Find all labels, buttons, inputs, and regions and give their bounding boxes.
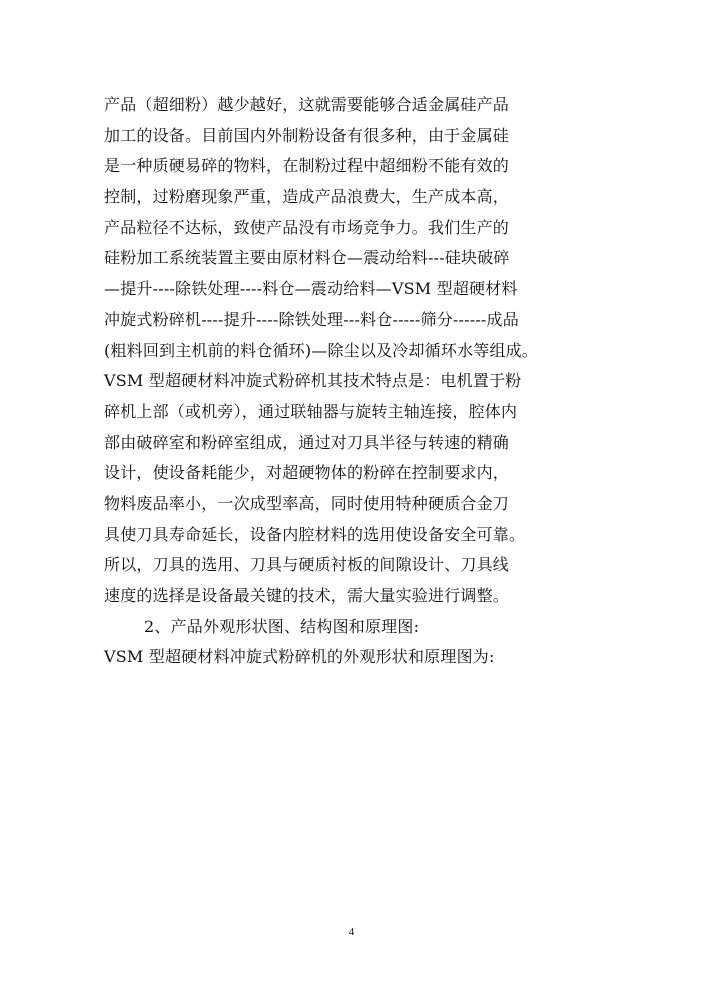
text-line: 物料废品率小，一次成型率高，同时使用特种硬质合金刀 [104,493,510,513]
section-heading: 2、产品外观形状图、结构图和原理图: [144,616,420,636]
text-line: 加工的设备。目前国内外制粉设备有很多种，由于金属硅 [104,125,510,145]
text-line: VSM 型超硬材料冲旋式粉碎机的外观形状和原理图为: [104,647,495,667]
text-line: 速度的选择是设备最关键的技术，需大量实验进行调整。 [104,586,510,605]
text-line: —提升----除铁处理----料仓—震动给料—VSM 型超硬材料 [104,279,518,299]
text-line: 具使刀具寿命延长，设备内腔材料的选用使设备安全可靠。 [104,524,526,544]
text-line: 是一种质硬易碎的物料，在制粉过程中超细粉不能有效的 [104,156,510,176]
page-number: 4 [348,926,355,938]
text-line: 设计，使设备耗能少，对超硬物体的粉碎在控制要求内， [104,463,510,483]
text-line: 产品粒径不达标，致使产品没有市场竞争力。我们生产的 [104,217,510,237]
text-line: (粗料回到主机前的料仓循环)—除尘以及冷却循环水等组成。 [104,340,539,360]
text-line: VSM 型超硬材料冲旋式粉碎机其技术特点是：电机置于粉 [104,371,522,391]
text-line: 碎机上部（或机旁），通过联轴器与旋转主轴连接，腔体内 [104,401,518,421]
text-line: 控制，过粉磨现象严重，造成产品浪费大，生产成本高， [104,187,510,207]
text-line: 所以，刀具的选用、刀具与硬质衬板的间隙设计、刀具线 [104,555,510,575]
text-line: 冲旋式粉碎机----提升----除铁处理---料仓-----筛分------成品 [104,309,519,329]
text-line: 部由破碎室和粉碎室组成，通过对刀具半径与转速的精确 [104,432,510,452]
body-text [104,90,624,673]
text-line: 硅粉加工系统装置主要由原材料仓—震动给料---硅块破碎 [104,248,510,268]
text-line: 产品（超细粉）越少越好，这就需要能够合适金属硅产品 [104,95,510,114]
